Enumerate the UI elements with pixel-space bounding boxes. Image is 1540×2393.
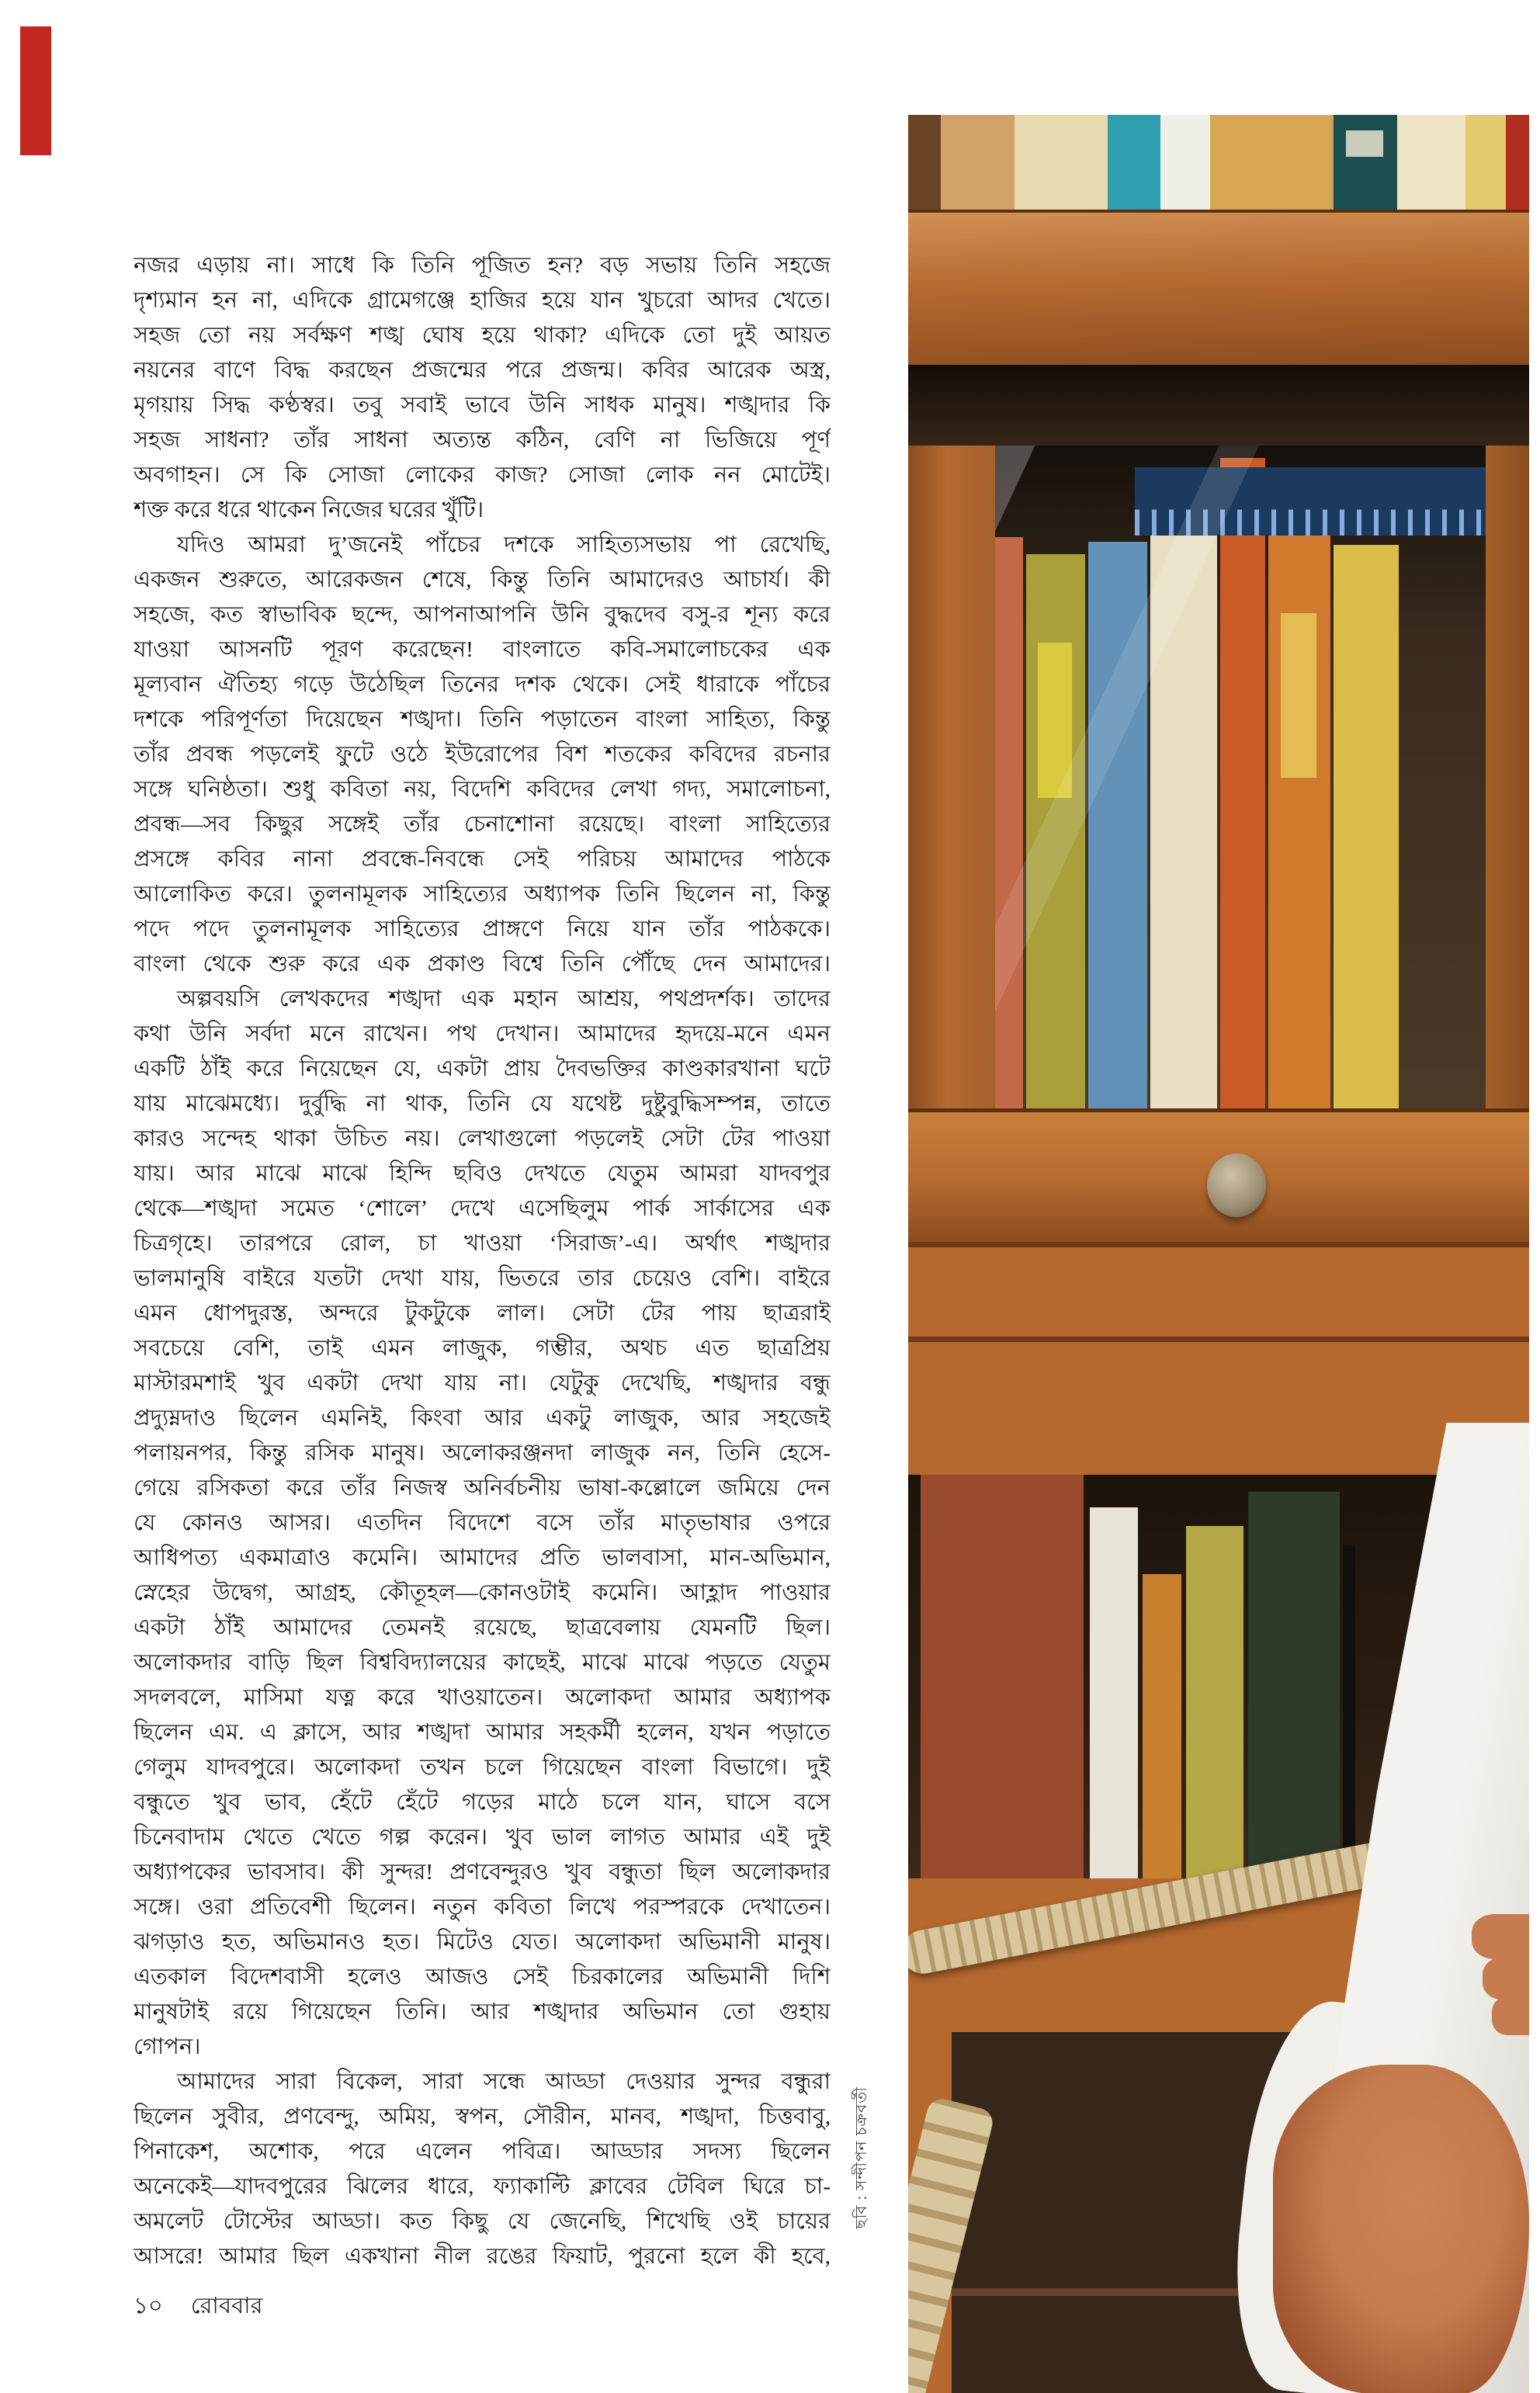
text-line: একটা ঠাঁই আমাদের তেমনই রয়েছে, ছাত্রবেলায় যেমনটি ছিল।: [134, 1615, 831, 1640]
bookshelf-top-rail: [908, 210, 1529, 365]
text-line: পলায়নপর, কিন্তু রসিক মানুষ। অলোকরঞ্জনদা লাজুক নন, তিনি হেসে-: [134, 1441, 831, 1465]
wood-seam: [908, 1337, 1529, 1342]
text-line: গেয়ে রসিকতা করে তাঁর নিজস্ব অনির্বচনীয় ভাষা-কল্লোলে জমিয়ে দেন: [134, 1476, 831, 1500]
top-shelf-books: [908, 115, 1529, 210]
book-spine-label: [1346, 130, 1383, 157]
book-spine-label: [1038, 643, 1072, 798]
text-line: থেকে—শঙ্খদা সমেত ‘শোলে’ দেখে এসেছিলুম পার্ক সার্কাসের এক: [134, 1196, 831, 1221]
text-line: গেলুম যাদবপুরে। অলোকদা তখন চলে গিয়েছেন বাংলা বিভাগে। দুই: [134, 1755, 831, 1780]
person-finger: [1483, 1958, 1529, 1999]
text-line: স্নেহের উদ্বেগ, আগ্রহ, কৌতূহল—কোনওটাই কমেনি। আহ্লাদ পাওয়ার: [134, 1580, 831, 1605]
text-line: মৃগয়ায় সিদ্ধ কণ্ঠস্বর। তবু সবাই ভাবে উনি সাধক মানুষ। শঙ্খদার কি: [134, 393, 831, 418]
page-number: ১০: [134, 2294, 163, 2318]
text-line: কারও সন্দেহ থাকা উচিত নয়। লেখাগুলো পড়লেই সেটা টের পাওয়া: [134, 1126, 831, 1151]
text-line: মাস্টারমশাই খুব একটা দেখা যায় না। যেটুকু দেখেছি, শঙ্খদার বন্ধু: [134, 1371, 831, 1396]
text-line: চিত্রগৃহে। তারপরে রোল, চা খাওয়া ‘সিরাজ’-এ। অর্থাৎ শঙ্খদার: [134, 1231, 831, 1256]
text-line: সহজ সাধনা? তাঁর সাধনা অত্যন্ত কঠিন, বেণি না ভিজিয়ে পূর্ণ: [134, 428, 831, 453]
text-line: সহজে, কত স্বাভাবিক ছন্দে, আপনাআপনি উনি বুদ্ধদেব বসু-র শূন্য করে: [134, 602, 831, 627]
book-spine: [908, 115, 941, 210]
text-line: চিনেবাদাম খেতে খেতে গল্প করেন। খুব ভাল লাগত আমার এই দুই: [134, 1825, 831, 1850]
text-line: প্রসঙ্গে কবির নানা প্রবন্ধে-নিবন্ধে সেই পরিচয় আমাদের পাঠকে: [134, 847, 831, 872]
book-spine: [1015, 115, 1108, 210]
book-spine: [1248, 1492, 1340, 1878]
shelf-shadow: [908, 365, 1529, 446]
lower-shelf-books: [921, 1475, 1355, 1878]
text-line: নজর এড়ায় না। সাধে কি তিনি পূজিত হন? বড় সভায় তিনি সহজে: [134, 253, 831, 278]
article-text-column: [134, 248, 831, 2274]
text-line: যায় মাঝেমধ্যে। দুর্বুদ্ধি না থাক, তিনি যে যথেষ্ট দুষ্টুবুদ্ধিসম্পন্ন, তাতে: [134, 1091, 831, 1116]
book-spine: [1334, 115, 1397, 210]
text-line: সদলবলে, মাসিমা যত্ন করে খাওয়াতেন। অলোকদা আমার অধ্যাপক: [134, 1685, 831, 1710]
text-line: নয়নের বাণে বিদ্ধ করছেন প্রজন্মের পরে প্রজন্ম। কবির আরেক অস্ত্র,: [134, 358, 831, 383]
text-line: বন্ধুতে খুব ভাব, হেঁটে হেঁটে গড়ের মাঠে চলে যান, ঘাসে বসে: [134, 1790, 831, 1815]
text-line: এতকাল বিদেশবাসী হলেও আজও সেই চিরকালের অভিমানী দিশি: [134, 1965, 831, 1989]
photo-credit-text: ছবি : সন্দীপন চক্রবর্তী: [853, 2086, 870, 2229]
text-line: দৃশ্যমান হন না, এদিকে গ্রামেগঞ্জে হাজির হয়ে যান খুচরো আদর খেতে।: [134, 288, 831, 313]
text-line: অমলেট টোস্টের আড্ডা। কত কিছু যে জেনেছি, শিখেছি ওই চায়ের: [134, 2209, 831, 2234]
photo-bookshelf-portrait: [908, 115, 1529, 2393]
text-line: ছিলেন এম. এ ক্লাসে, আর শঙ্খদা আমার সহকর্মী হলেন, যখন পড়াতে: [134, 1720, 831, 1745]
text-line: যাওয়া আসনটি পূরণ করেছেন! বাংলাতে কবি-সমালোচকের এক: [134, 637, 831, 662]
corner-tab: [20, 26, 51, 155]
text-line: একজন শুরুতে, আরেকজন শেষে, কিন্তু তিনি আমাদেরও আচার্য। কী: [134, 567, 831, 592]
text-line: সবচেয়ে বেশি, তাই এমন লাজুক, গম্ভীর, অথচ এত ছাত্রপ্রিয়: [134, 1336, 831, 1361]
text-line: তাঁর প্রবন্ধ পড়লেই ফুটে ওঠে ইউরোপের বিশ শতকের কবিদের রচনার: [134, 742, 831, 767]
text-line: সঙ্গে। ওরা প্রতিবেশী ছিলেন। নতুন কবিতা লিখে পরস্পরকে দেখাতেন।: [134, 1895, 831, 1920]
text-line: আমাদের সারা বিকেল, সারা সন্ধে আড্ডা দেওয়ার সুন্দর বন্ধুরা: [177, 2069, 831, 2094]
text-line: দশকে পরিপূর্ণতা দিয়েছেন শঙ্খদা। তিনি পড়াতেন বাংলা সাহিত্য, কিন্তু: [134, 707, 831, 732]
text-line: একটি ঠাঁই করে নিয়েছেন যে, একটা প্রায় দৈবভক্তির কাণ্ডকারখানা ঘটে: [134, 1056, 831, 1081]
text-line: কথা উনি সর্বদা মনে রাখেন। পথ দেখান। আমাদের হৃদয়ে-মনে এমন: [134, 1021, 831, 1046]
book-spine: [1506, 115, 1529, 210]
cabinet-frame-left: [908, 446, 995, 1108]
person-finger: [1472, 1914, 1529, 1959]
book-spine: [1026, 554, 1085, 1108]
text-line: অল্পবয়সি লেখকদের শঙ্খদা এক মহান আশ্রয়, পথপ্রদর্শক। তাদের: [177, 987, 831, 1011]
book-spine-label: [1281, 613, 1316, 779]
page-footer: [134, 2288, 262, 2326]
photo-credit: [849, 2086, 872, 2280]
text-line: অধ্যাপকের ভাবসাব। কী সুন্দর! প্রণবেন্দুরও খুব বন্ধুতা ছিল অলোকদার: [134, 1860, 831, 1885]
text-line: যায়। আর মাঝে মাঝে হিন্দি ছবিও দেখতে যেতুম আমরা যাদবপুর: [134, 1161, 831, 1186]
text-line: ভালমানুষি বাইরে যতটা দেখা যায়, ভিতরে তার চেয়েও বেশি। বাইরে: [134, 1266, 831, 1291]
cabinet-frame-right: [1486, 446, 1529, 1108]
book-spine: [1465, 115, 1506, 210]
magazine-name: রোববার: [190, 2294, 263, 2318]
text-line: অলোকদার বাড়ি ছিল বিশ্ববিদ্যালয়ের কাছেই, মাঝে মাঝে পড়তে যেতুম: [134, 1650, 831, 1675]
spiral-bound-booklet: [1135, 467, 1486, 536]
text-line: পদে পদে তুলনামূলক সাহিত্যের প্রাঙ্গণে নিয়ে যান তাঁর পাঠককে।: [134, 917, 831, 942]
wood-seam: [908, 1242, 1529, 1247]
text-line: ঝগড়াও হত, অভিমানও হত। মিটেও যেত। অলোকদা অভিমানী মানুষ।: [134, 1930, 831, 1954]
text-line: প্রবন্ধ—সব কিছুর সঙ্গেই তাঁর চেনাশোনা রয়েছে। বাংলা সাহিত্যের: [134, 812, 831, 837]
text-line: আধিপত্য একমাত্রাও কমেনি। আমাদের প্রতি ভালবাসা, মান-অভিমান,: [134, 1545, 831, 1570]
text-line: যে কোনও আসর। এতদিন বিদেশে বসে তাঁর মাতৃভাষার ওপরে: [134, 1510, 831, 1535]
book-spine: [1186, 1526, 1243, 1878]
book-spine: [1150, 525, 1217, 1108]
book-spine: [941, 115, 1015, 210]
text-line: এমন ধোপদুরস্ত, অন্দরে টুকটুকে লাল। সেটা টের পায় ছাত্ররাই: [134, 1301, 831, 1326]
text-line: সঙ্গে ঘনিষ্ঠতা। শুধু কবিতা নয়, বিদেশি কবিদের লেখা গদ্য, সমালোচনা,: [134, 777, 831, 802]
text-line: মানুষটাই রয়ে গিয়েছেন তিনি। আর শঙ্খদার অভিমান তো গুহায়: [134, 1999, 831, 2024]
glass-cabinet: [908, 446, 1529, 1108]
book-spine: [1160, 115, 1210, 210]
text-line: আসরে! আমার ছিল একখানা নীল রঙের ফিয়াট, পুরনো হলে কী হবে,: [134, 2244, 831, 2269]
text-line: অবগাহন। সে কি সোজা লোকের কাজ? সোজা লোক নন মোটেই।: [134, 463, 831, 487]
text-line: মূল্যবান ঐতিহ্য গড়ে উঠেছিল তিনের দশক থেকে। সেই ধারাকে পাঁচের: [134, 672, 831, 697]
book-spine: [1090, 1507, 1138, 1878]
text-line: সহজ তো নয় সর্বক্ষণ শঙ্খ ঘোষ হয়ে থাকা? এদিকে তো দুই আয়ত: [134, 323, 831, 348]
book-spine: [1210, 115, 1330, 210]
book-spine: [921, 1475, 1084, 1878]
person-forearm: [1273, 2065, 1529, 2393]
book-spine: [1334, 545, 1399, 1108]
text-line: পিনাকেশ, অশোক, পরে এলেন পবিত্র। আড্ডার সদস্য ছিলেন: [134, 2139, 831, 2164]
person-finger: [1492, 1996, 1529, 2035]
text-line: যদিও আমরা দু’জনেই পাঁচের দশকে সাহিত্যসভায় পা রেখেছি,: [177, 532, 831, 557]
book-spine: [1343, 1545, 1355, 1878]
middle-wood-band: [908, 1242, 1529, 1475]
book-spine: [1108, 115, 1160, 210]
text-line: অনেকেই—যাদবপুরের ঝিলের ধারে, ফ্যাকাল্টি ক্লাবের টেবিল ঘিরে চা-: [134, 2174, 831, 2199]
text-line: প্রদ্যুম্নদাও ছিলেন এমনিই, কিংবা আর একটু লাজুক, আর সহজেই: [134, 1406, 831, 1431]
text-line: গোপন।: [134, 2034, 201, 2059]
text-line: ছিলেন সুবীর, প্রণবেন্দু, অমিয়, স্বপন, সৌরীন, মানব, শঙ্খদা, চিত্তবাবু,: [134, 2104, 831, 2129]
book-spine: [1397, 115, 1465, 210]
book-spine: [1143, 1574, 1181, 1878]
book-spine: [1088, 542, 1147, 1108]
book-spine: [1220, 458, 1265, 1108]
door-knob: [1207, 1153, 1266, 1217]
text-line: বাংলা থেকে শুরু করে এক প্রকাণ্ড বিশ্বে তিনি পৌঁছে দেন আমাদের।: [134, 952, 831, 976]
text-line: আলোকিত করে। তুলনামূলক সাহিত্যের অধ্যাপক তিনি ছিলেন না, কিন্তু: [134, 882, 831, 907]
book-spine: [1268, 518, 1330, 1108]
text-line: শক্ত করে ধরে থাকেন নিজের ঘরের খুঁটি।: [134, 498, 484, 522]
